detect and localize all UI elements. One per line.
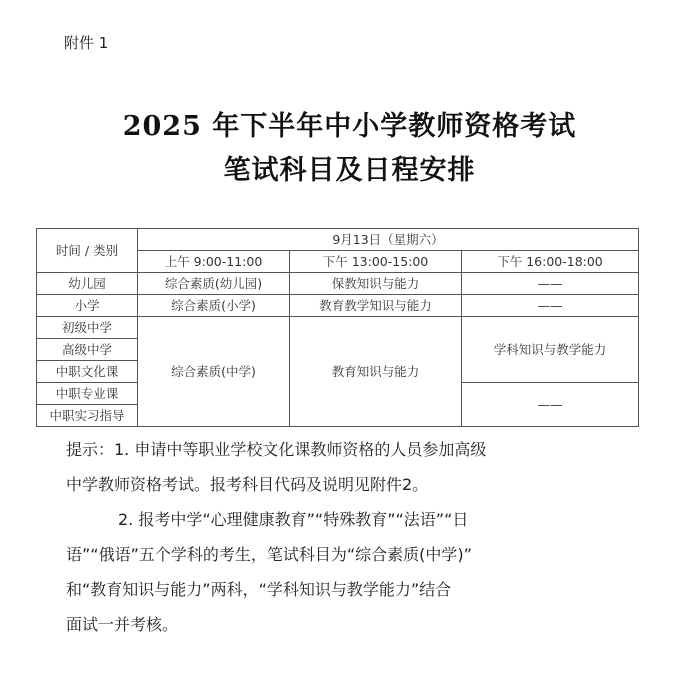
note-line: 和“教育知识与能力”两科，“学科知识与教学能力”结合: [66, 580, 452, 599]
subject-cell: 综合素质(中学): [138, 317, 290, 427]
category-cell: 高级中学: [37, 339, 138, 361]
subject-cell: ——: [462, 383, 639, 427]
note-line: 2. 报考中学“心理健康教育”“特殊教育”“法语”“日: [118, 510, 469, 529]
subject-cell: 学科知识与教学能力: [462, 317, 639, 383]
note-line: 中学教师资格考试。报考科目代码及说明见附件2。: [66, 475, 429, 494]
table-row: [37, 317, 639, 339]
category-cell: 初级中学: [37, 317, 138, 339]
attachment-label: 附件 1: [64, 34, 109, 52]
subject-cell: 保教知识与能力: [290, 273, 462, 295]
session-header-cell: 下午 16:00-18:00: [462, 251, 639, 273]
table-row: [37, 295, 639, 317]
session-header-cell: 上午 9:00-11:00: [138, 251, 290, 273]
subject-cell: 教育知识与能力: [290, 317, 462, 427]
category-cell: 中职文化课: [37, 361, 138, 383]
category-cell: 中职专业课: [37, 383, 138, 405]
notes-section: [66, 432, 626, 642]
subject-cell: 综合素质(小学): [138, 295, 290, 317]
exam-schedule-table: [36, 228, 639, 427]
table-header-row: [37, 229, 639, 251]
table-row: [37, 273, 639, 295]
note-line: 语”“俄语”五个学科的考生，笔试科目为“综合素质(中学)”: [66, 545, 472, 564]
corner-header-cell: 时间 / 类别: [37, 229, 138, 273]
subject-cell: 综合素质(幼儿园): [138, 273, 290, 295]
subject-cell: ——: [462, 273, 639, 295]
session-header-cell: 下午 13:00-15:00: [290, 251, 462, 273]
subject-cell: ——: [462, 295, 639, 317]
note-line: 面试一并考核。: [66, 615, 179, 634]
note-line: 提示：1. 申请中等职业学校文化课教师资格的人员参加高级: [66, 440, 487, 459]
page-title-line2: 笔试科目及日程安排: [223, 155, 476, 186]
category-cell: 幼儿园: [37, 273, 138, 295]
subject-cell: 教育教学知识与能力: [290, 295, 462, 317]
category-cell: 小学: [37, 295, 138, 317]
date-header-cell: 9月13日（星期六）: [138, 229, 639, 251]
category-cell: 中职实习指导: [37, 405, 138, 427]
page-title-line1: 2025 年下半年中小学教师资格考试: [122, 111, 577, 142]
